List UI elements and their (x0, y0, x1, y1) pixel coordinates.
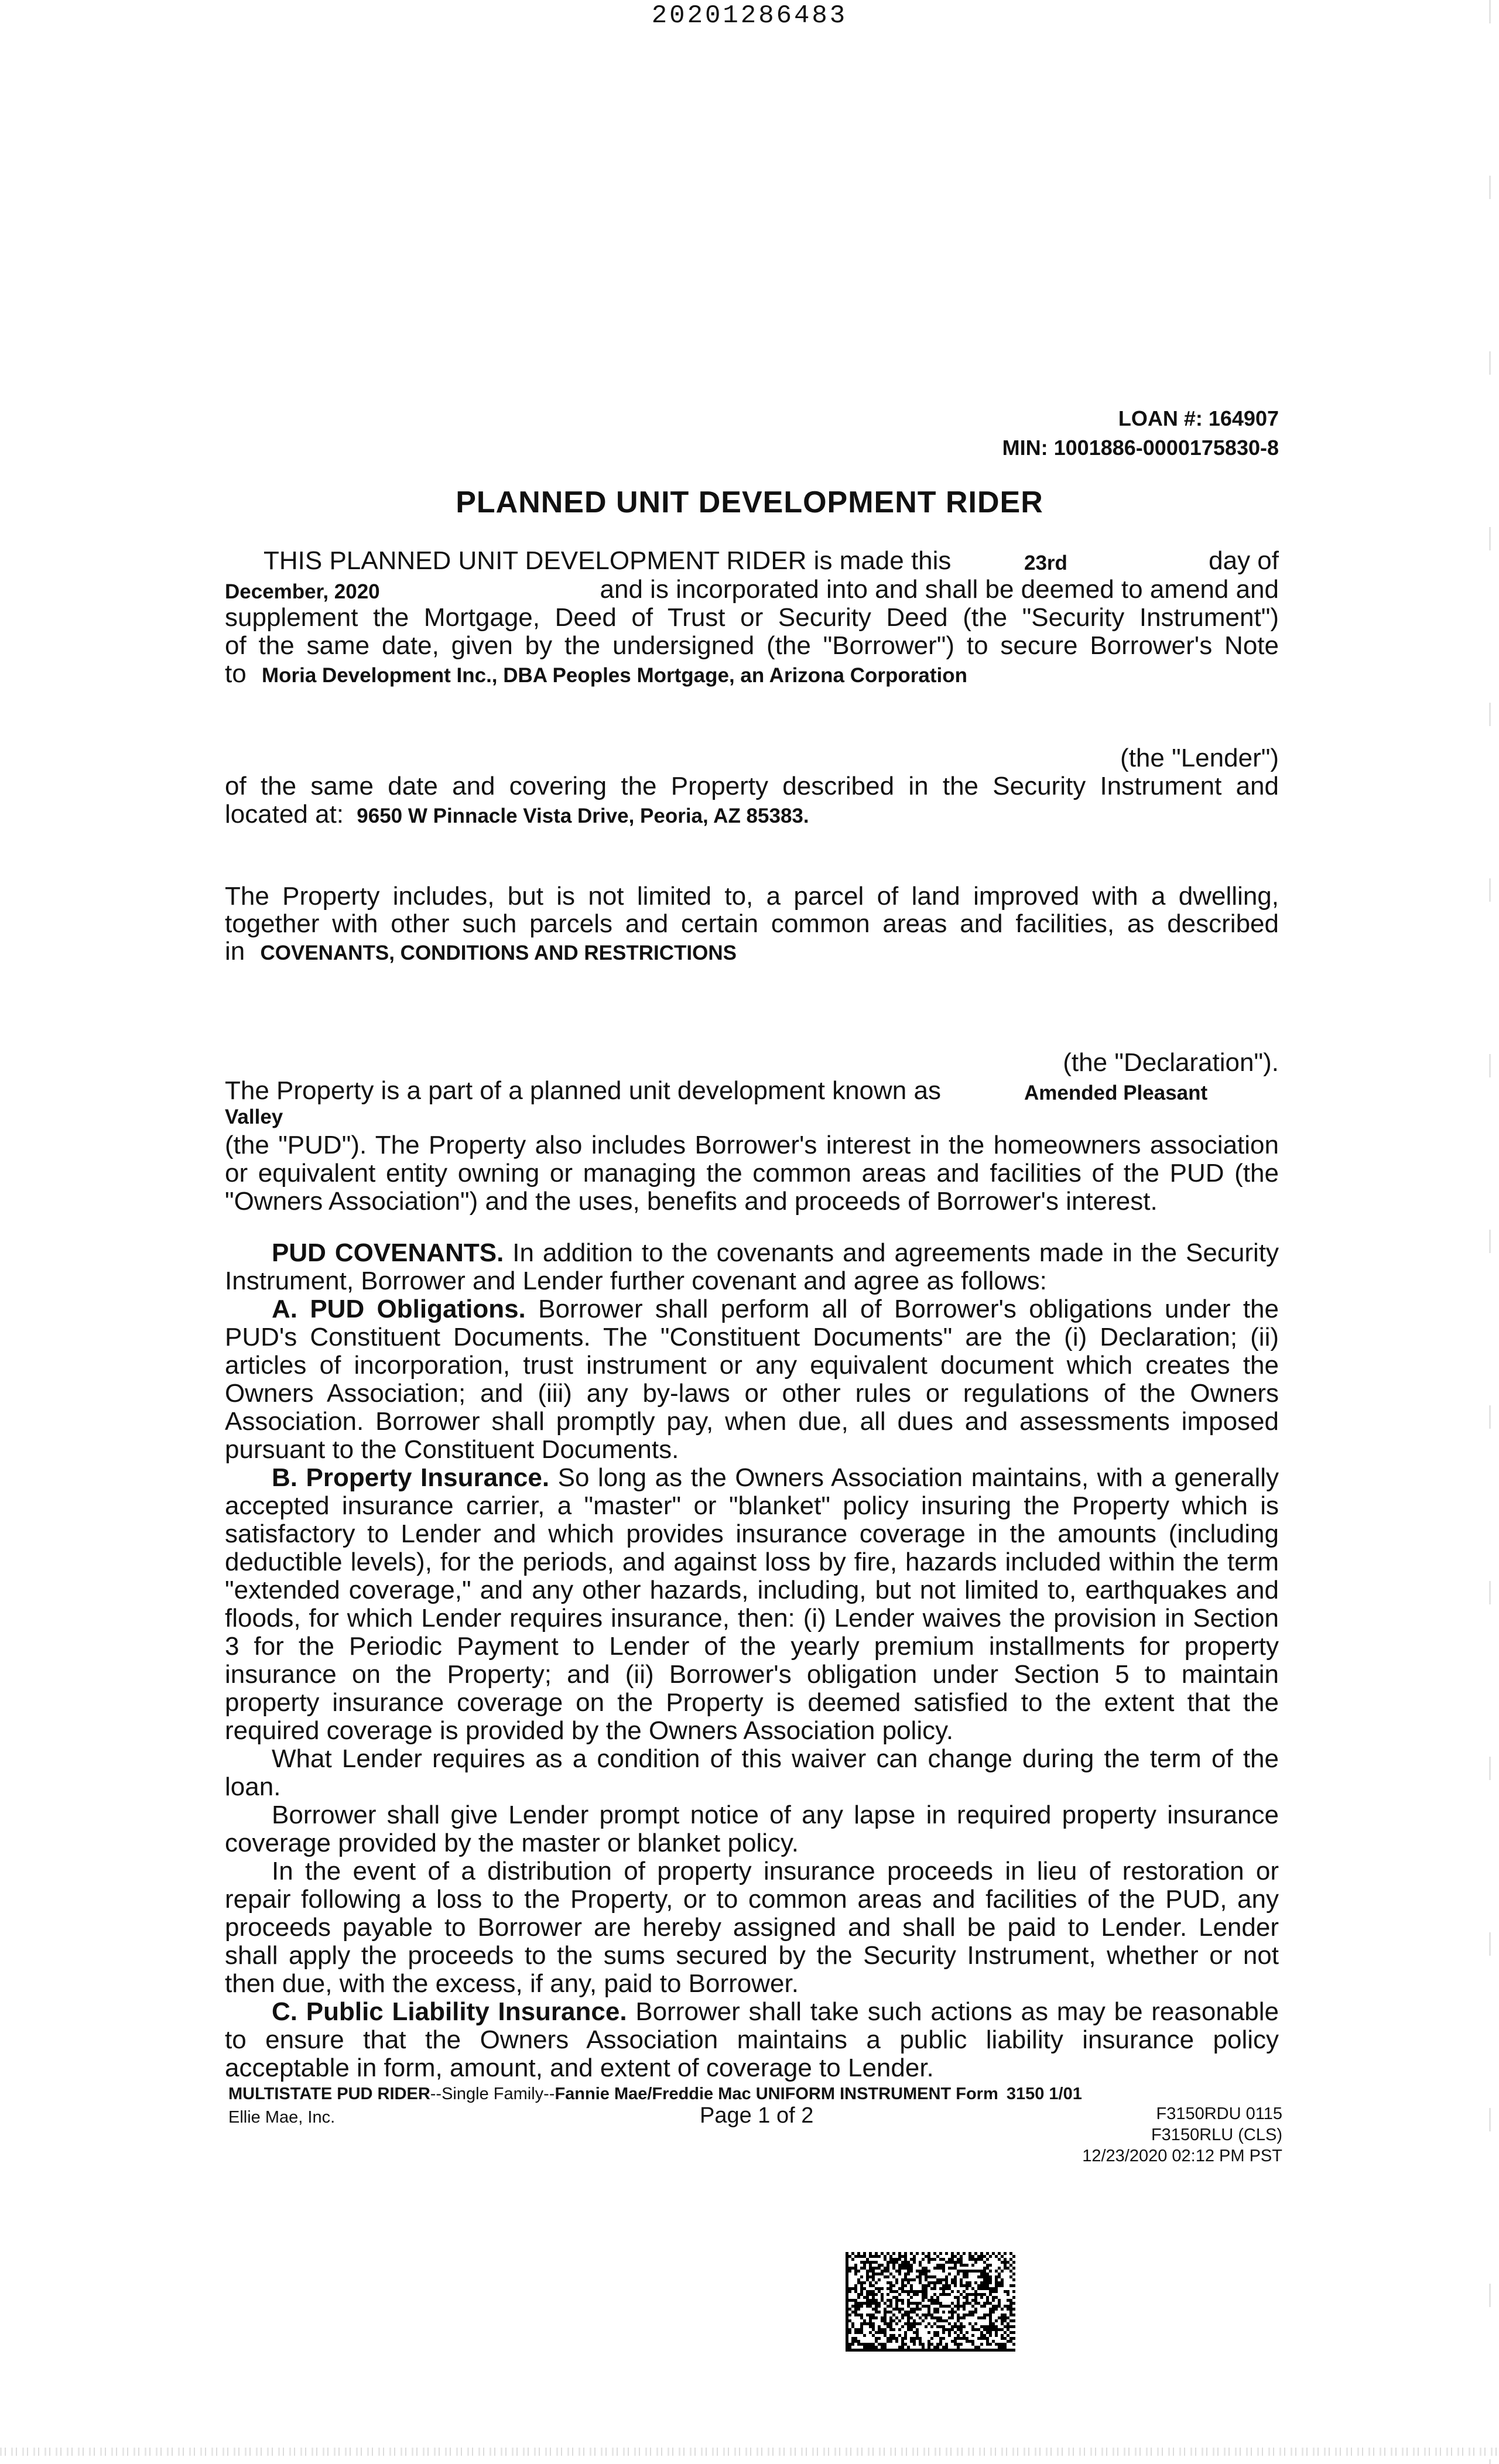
declaration-label: (the "Declaration"). (1063, 1048, 1279, 1077)
covenants-intro: PUD COVENANTS. In addition to the covenants and agreements made in the Security Instrument, Borrower and Lender further covenant and agree as follows: (225, 1238, 1279, 1295)
pud-line-1: The Property is a part of a planned unit development known as Amended Pleasant (225, 1077, 1279, 1105)
covenant-b-p3: Borrower shall give Lender prompt notice of any lapse in required property insurance coverage provided by the master or blanket policy. (225, 1801, 1279, 1857)
covenant-c: C. Public Liability Insurance. Borrower shall take such actions as may be reasonable to ensure that the Owners Association maintains a public liability insurance policy acceptable in form, amount, and extent of coverage to Lender. (225, 1997, 1279, 2082)
property-line-3: in COVENANTS, CONDITIONS AND RESTRICTIONS (225, 937, 737, 966)
covenant-b-p2: What Lender requires as a condition of this waiver can change during the term of the loan. (225, 1744, 1279, 1801)
footer-code-1: F3150RDU 0115 (1156, 2104, 1282, 2123)
record-number: 20201286483 (651, 1, 848, 30)
document-title: PLANNED UNIT DEVELOPMENT RIDER (456, 485, 1043, 519)
declaration-name: COVENANTS, CONDITIONS AND RESTRICTIONS (260, 942, 737, 964)
pud-paragraph: (the "PUD"). The Property also includes Borrower's interest in the homeowners association or equivalent entity owning or managing the common areas and facilities of the PUD (the "Owners Association") and the uses, benefits and proceeds of Borrower's interest. (225, 1131, 1279, 1216)
loan-number: LOAN #: 164907 (1118, 406, 1279, 430)
intro-line-5: to Moria Development Inc., DBA Peoples Mortgage, an Arizona Corporation (225, 659, 967, 688)
pud-name-1: Amended Pleasant (1024, 1082, 1208, 1104)
date-field: December, 2020 (225, 580, 380, 603)
footer-company: Ellie Mae, Inc. (228, 2108, 336, 2127)
property-line-1: The Property includes, but is not limited to, a parcel of land improved with a dwelling, (225, 882, 1279, 911)
page-edge (1489, 0, 1491, 2464)
covenant-b-p4: In the event of a distribution of property insurance proceeds in lieu of restoration or repair following a loss to the Property, or to common areas and facilities of the PUD, any proceeds payable to Borrower are hereby assigned and shall be paid to Lender. Lender shall apply the proceeds to the sums secured by the Security Instrument, whether or not then due, with the excess, if any, paid to Borrower. (225, 1857, 1279, 1998)
intro-line-6: of the same date and covering the Property described in the Security Instrument and (225, 772, 1279, 800)
footer-timestamp: 12/23/2020 02:12 PM PST (1082, 2147, 1282, 2165)
footer-form-line: MULTISTATE PUD RIDER--Single Family--Fannie Mae/Freddie Mac UNIFORM INSTRUMENT Form 3150 1/01 (228, 2085, 1082, 2103)
lender-label: (the "Lender") (1120, 744, 1279, 772)
footer-codes (1082, 2103, 1282, 2167)
intro-line-4: of the same date, given by the undersigned (the "Borrower") to secure Borrower's Note (225, 631, 1279, 660)
intro-line-7: located at: 9650 W Pinnacle Vista Drive, Peoria, AZ 85383. (225, 800, 809, 829)
intro-line-3: supplement the Mortgage, Deed of Trust or Security Deed (the "Security Instrument") (225, 603, 1279, 632)
footer-code-2: F3150RLU (CLS) (1151, 2126, 1282, 2144)
barcode-icon (846, 2252, 1015, 2352)
covenant-a: A. PUD Obligations. Borrower shall perform all of Borrower's obligations under the PUD's Constituent Documents. The "Constituent Documents" are the (i) Declaration; (ii) articles of incorporation, trust instrument or any equivalent document which creates the Owners Association; and (iii) any by-laws or other rules or regulations of the Owners Association. Borrower shall promptly pay, when due, all dues and assessments imposed pursuant to the Constituent Documents. (225, 1295, 1279, 1464)
covenant-b: B. Property Insurance. So long as the Owners Association maintains, with a generally accepted insurance carrier, a "master" or "blanket" policy insuring the Property which is satisfactory to Lender and which provides insurance coverage in the amounts (including deductible levels), for the periods, and against loss by fire, hazards included within the term "extended coverage," and any other hazards, including, but not limited to, earthquakes and floods, for which Lender requires insurance, then: (i) Lender waives the provision in Section 3 for the Periodic Payment to Lender of the yearly premium installments for property insurance on the Property; and (ii) Borrower's obligation under Section 5 to maintain property insurance coverage on the Property is deemed satisfied to the extent that the required coverage is provided by the Owners Association policy. (225, 1463, 1279, 1745)
lender-name: Moria Development Inc., DBA Peoples Mortgage, an Arizona Corporation (261, 664, 967, 687)
property-address: 9650 W Pinnacle Vista Drive, Peoria, AZ 85383. (357, 805, 809, 827)
pud-name-2: Valley (225, 1106, 283, 1128)
scan-artifact (0, 2448, 1499, 2456)
page-number: Page 1 of 2 (700, 2103, 814, 2128)
min-number: MIN: 1001886-0000175830-8 (1002, 436, 1279, 460)
covenants-section (225, 1239, 1279, 2082)
covenants-heading: PUD COVENANTS. (272, 1238, 504, 1267)
property-line-2: together with other such parcels and certain common areas and facilities, as described (225, 909, 1279, 938)
day-field: 23rd (1024, 552, 1067, 574)
